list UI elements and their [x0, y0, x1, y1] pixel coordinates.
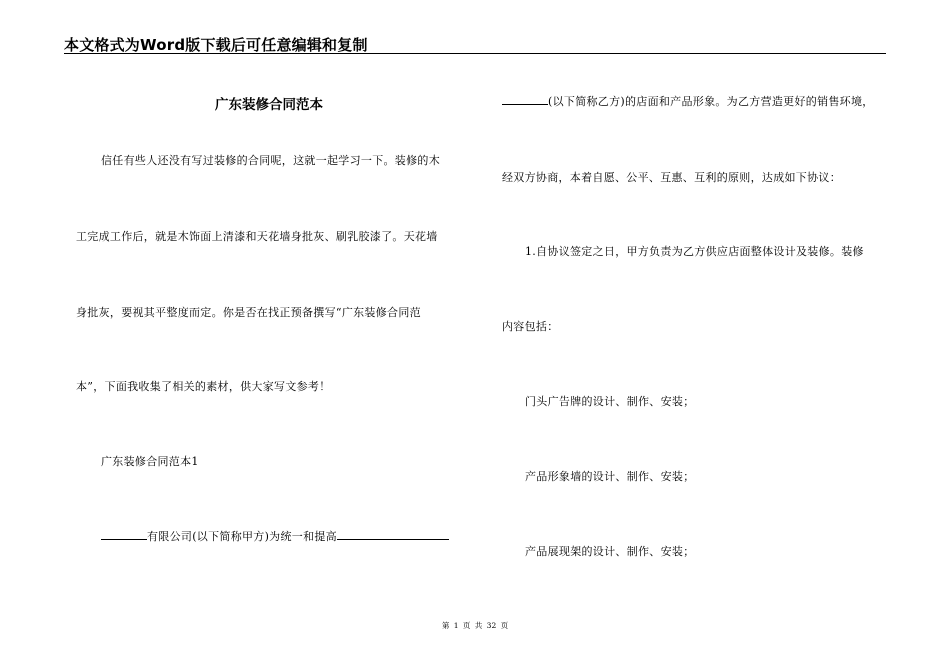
list-item-image-wall: 产品形象墙的设计、制作、安装；	[525, 470, 695, 483]
party-a-text: 有限公司(以下简称甲方)为统一和提高	[147, 530, 337, 543]
intro-line-2: 工完成工作后，就是木饰面上清漆和天花墙身批灰、刷乳胶漆了。天花墙	[76, 230, 438, 243]
brand-name-blank	[337, 528, 449, 540]
party-b-blank	[502, 93, 548, 105]
party-b-line	[502, 93, 874, 109]
banner-divider	[64, 53, 886, 54]
party-b-text: (以下简称乙方)的店面和产品形象。为乙方营造更好的销售环境，	[548, 95, 874, 108]
intro-line-3: 身批灰，要视其平整度而定。你是否在找正预备撰写“广东装修合同范	[76, 306, 421, 319]
agreement-line: 经双方协商，本着自愿、公平、互惠、互利的原则，达成如下协议：	[502, 171, 841, 184]
company-name-blank	[101, 528, 147, 540]
intro-line-1: 信任有些人还没有写过装修的合同呢，这就一起学习一下。装修的木	[101, 154, 440, 167]
page-title: 广东装修合同范本	[215, 97, 323, 113]
sample-heading: 广东装修合同范本1	[101, 455, 199, 468]
party-a-line	[101, 528, 449, 544]
list-item-signboard: 门头广告牌的设计、制作、安装；	[525, 395, 695, 408]
list-item-display-rack: 产品展现架的设计、制作、安装；	[525, 545, 695, 558]
clause-1-line-1: 1.自协议签定之日，甲方负责为乙方供应店面整体设计及装修。装修	[525, 245, 864, 258]
intro-line-4: 本”，下面我收集了相关的素材，供大家写文参考！	[76, 380, 331, 393]
clause-1-line-2: 内容包括：	[502, 320, 559, 333]
page-number: 第 1 页 共 32 页	[441, 621, 509, 630]
document-banner: 本文格式为Word版下载后可任意编辑和复制	[64, 36, 368, 54]
